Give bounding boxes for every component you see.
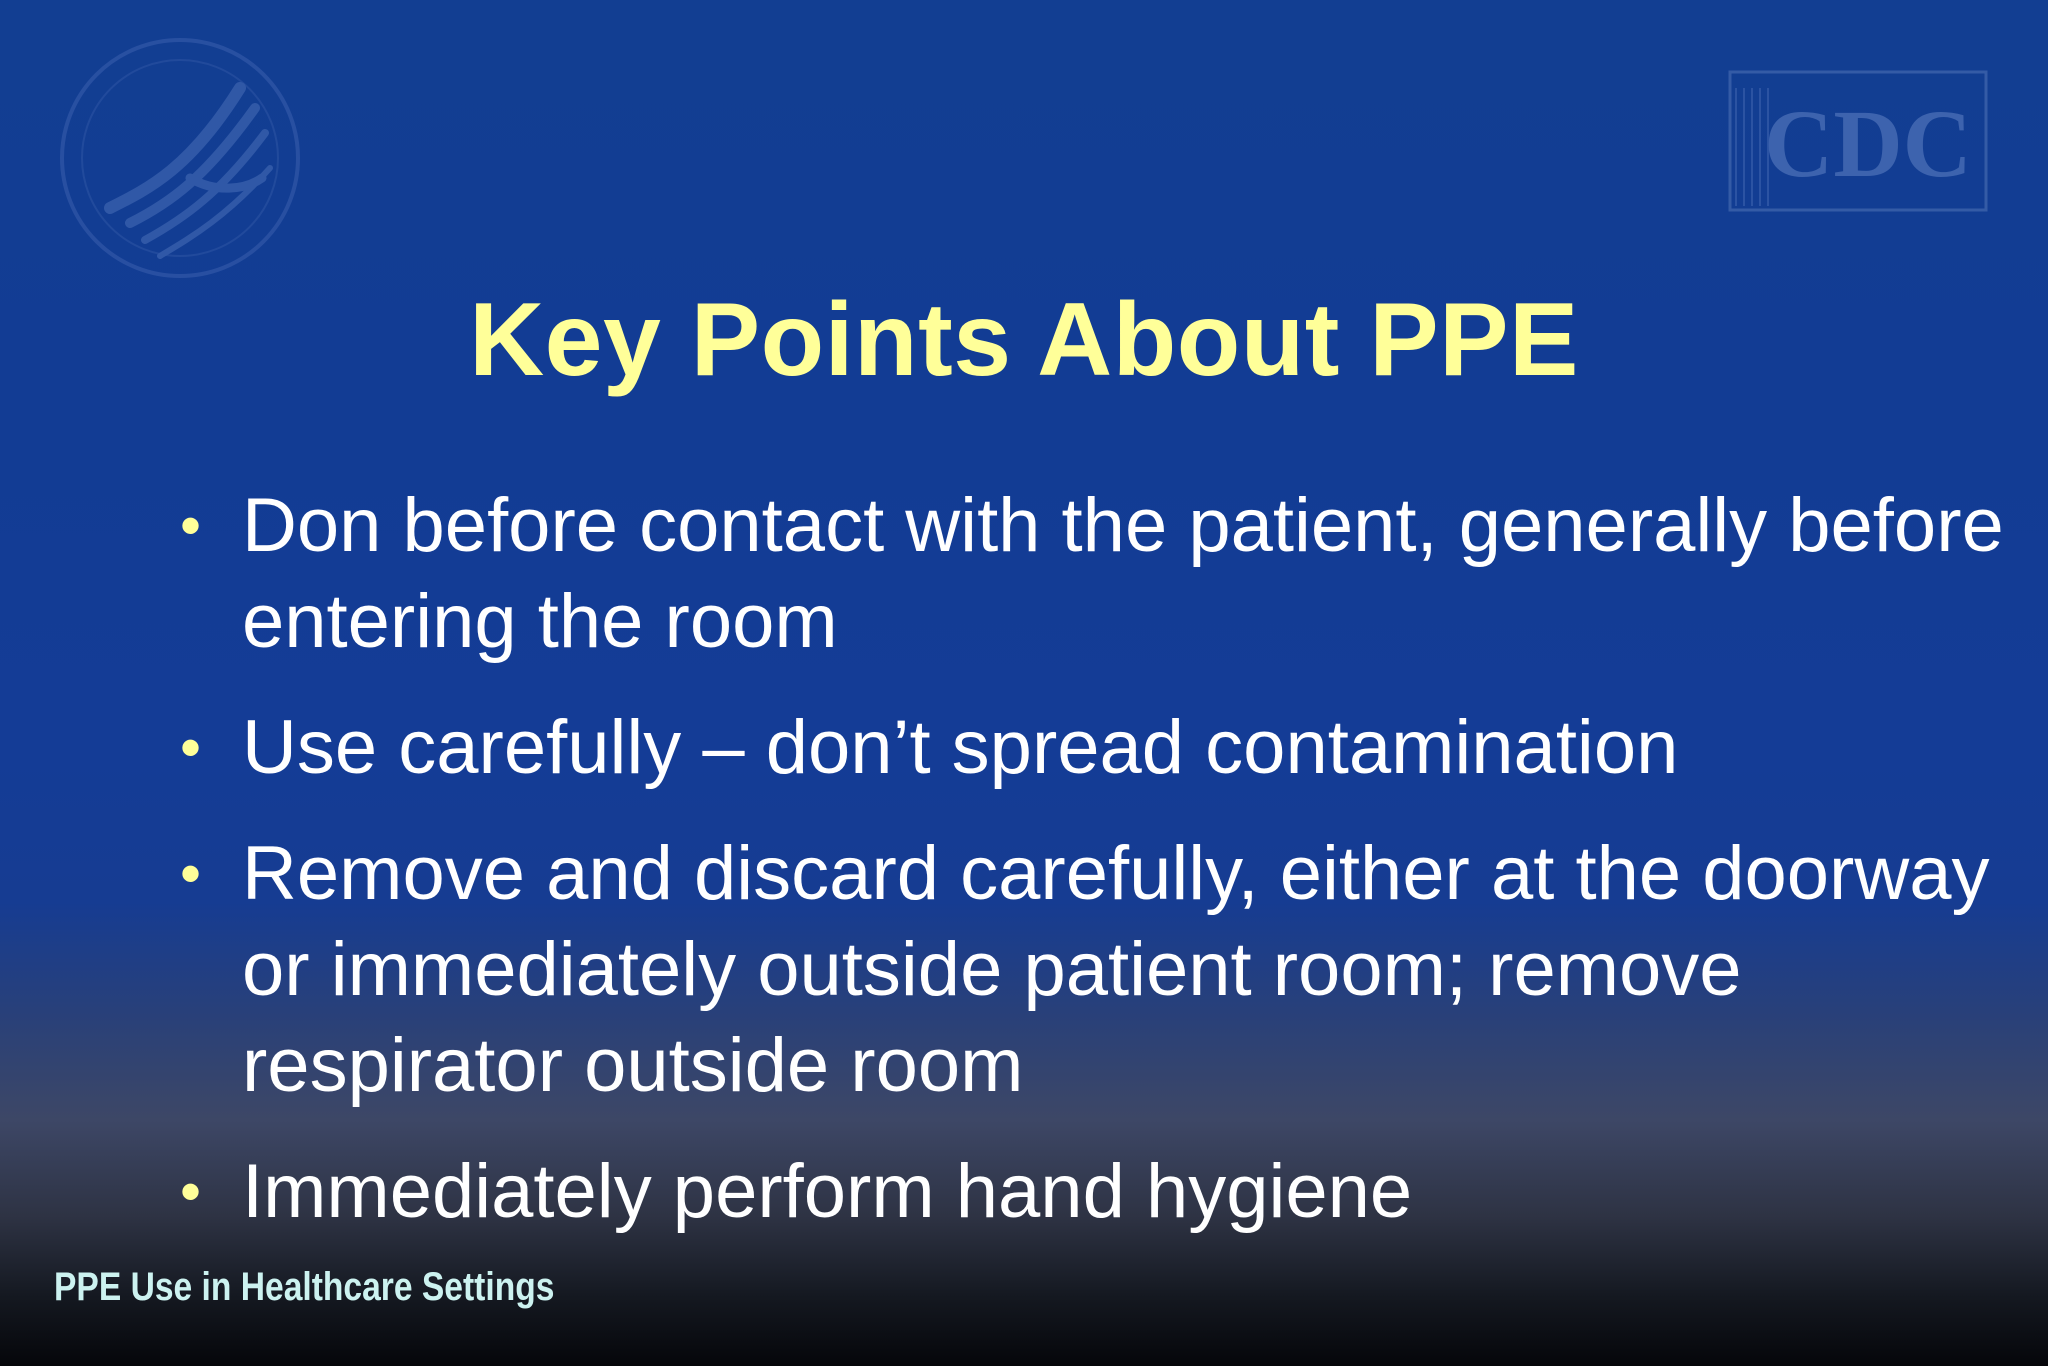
hhs-seal-logo-icon [40,18,320,298]
bullet-text: Use carefully – don’t spread contamination [242,705,1679,790]
bullet-text: Immediately perform hand hygiene [242,1149,1413,1234]
bullet-text: Remove and discard carefully, either at the doorway or immediately outside patient room; remove respirator outside room [242,831,1990,1108]
bullet-text: Don before contact with the patient, generally before entering the room [242,483,2004,664]
bullet-point-icon: • [180,840,202,907]
cdc-logo-text: CDC [1764,90,1972,197]
bullet-item-hygiene [166,1144,2006,1240]
bullet-item-don [166,478,2006,670]
bullet-item-remove [166,826,2006,1114]
bullet-list [166,478,2006,1270]
cdc-logo-icon [1728,68,1990,218]
bullet-point-icon: • [180,714,202,781]
bullet-point-icon: • [180,1158,202,1225]
bullet-item-use [166,700,2006,796]
slide-footer: PPE Use in Healthcare Settings [54,1265,555,1309]
bullet-point-icon: • [180,492,202,559]
slide-title: Key Points About PPE [469,282,1579,398]
